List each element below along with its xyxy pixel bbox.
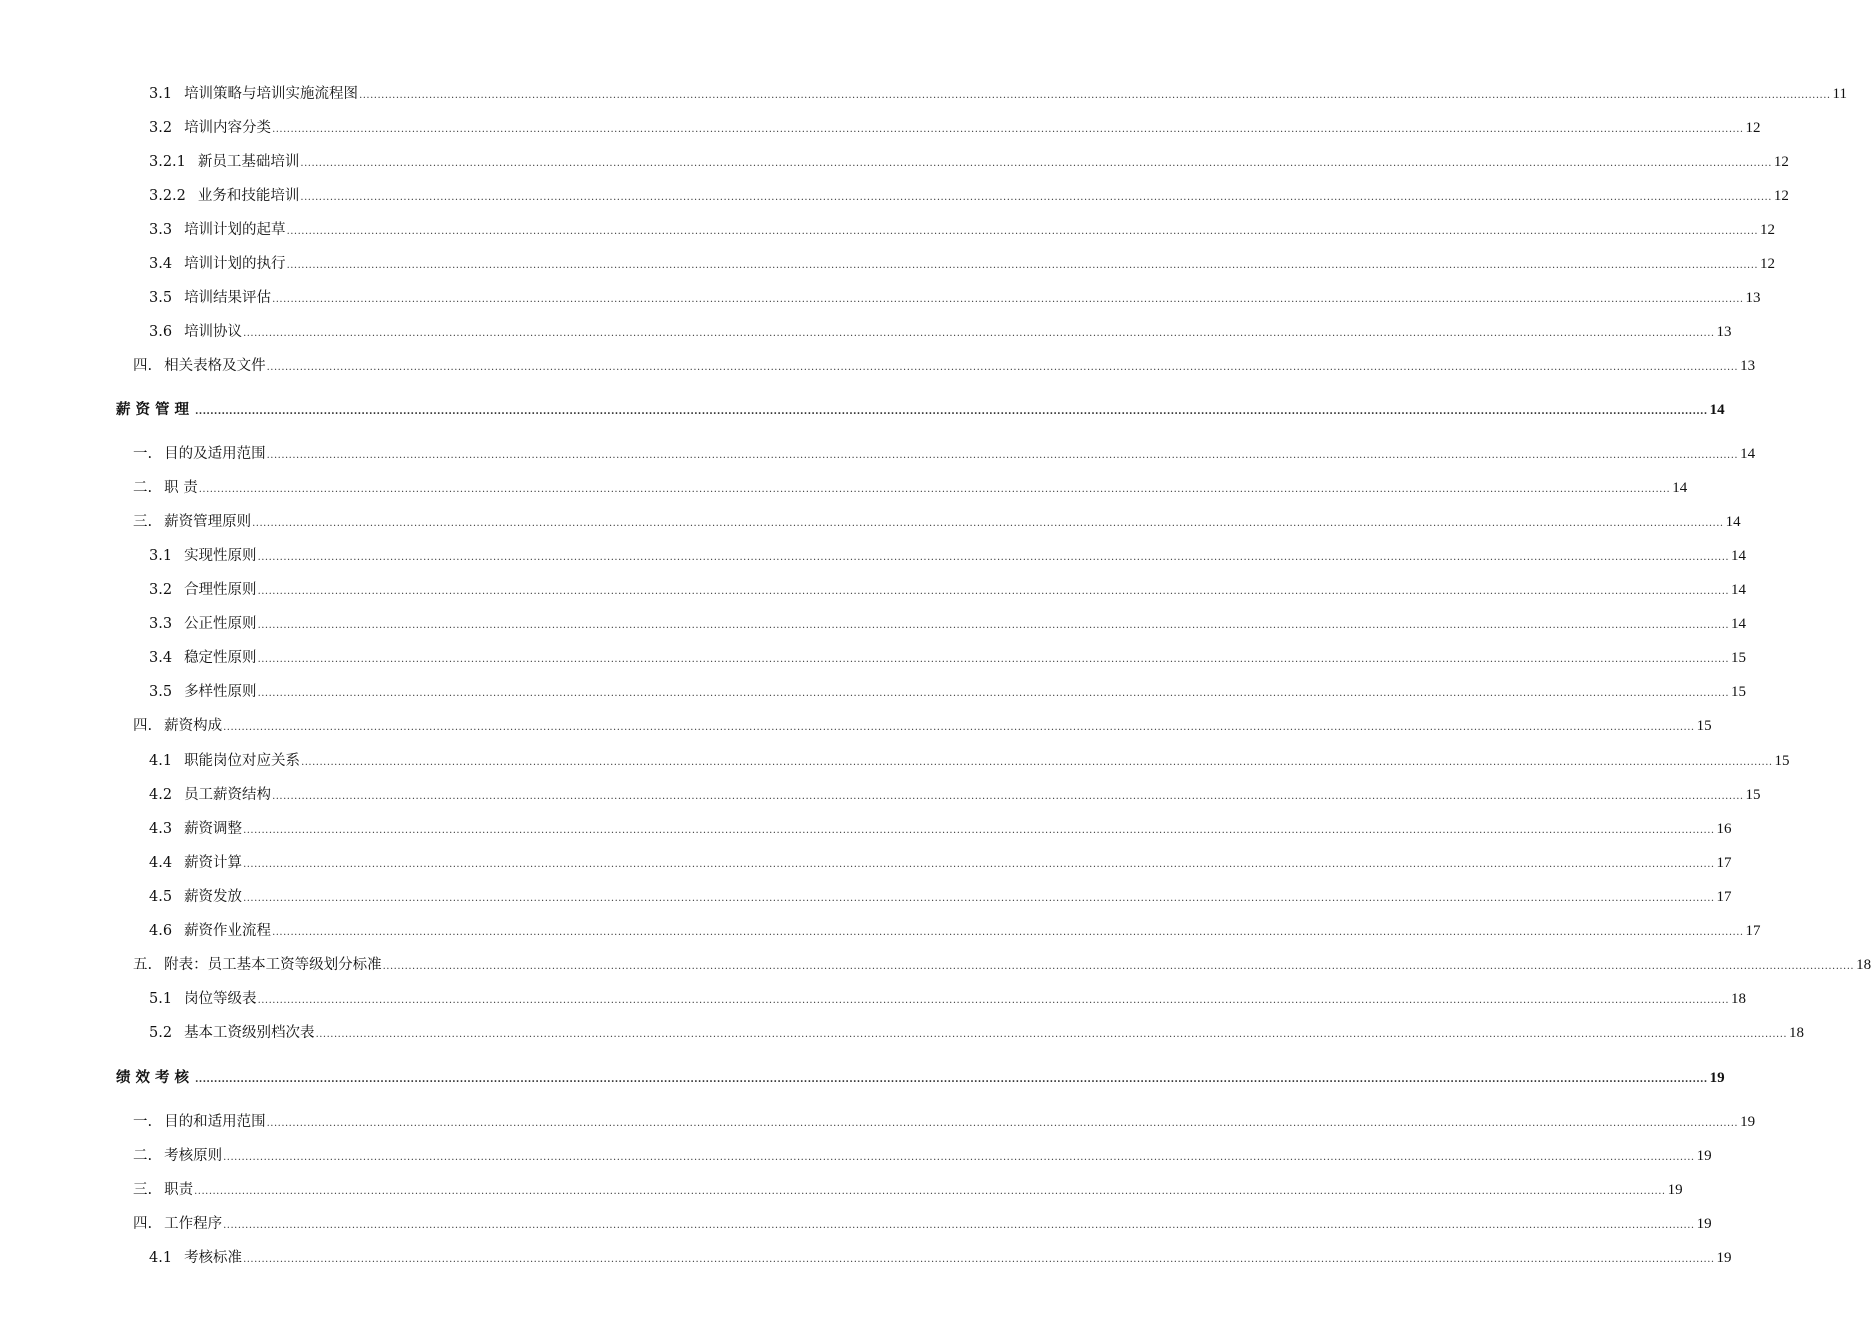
toc-entry-text: 附表：员工基本工资等级划分标准 — [164, 957, 382, 973]
toc-leader-dots: ................................................................................................................................................................................................................................................................................................................................................................................................................ — [194, 1186, 1666, 1197]
toc-entry-text: 稳定性原则 — [184, 650, 257, 666]
toc-page-number: 14 — [1731, 582, 1747, 598]
toc-entry[interactable] — [149, 580, 1747, 600]
toc-entry-number: 3.6 — [149, 324, 173, 340]
toc-entry-title — [149, 1248, 243, 1268]
toc-entry-text: 职 责 — [164, 480, 198, 496]
toc-entry[interactable] — [149, 648, 1747, 668]
toc-entry-text: 薪资构成 — [164, 718, 223, 734]
toc-page-number: 14 — [1731, 548, 1747, 564]
toc-entry-number: 三. — [133, 514, 153, 530]
toc-entry[interactable] — [149, 887, 1732, 907]
toc-entry-number: 3.5 — [149, 290, 173, 306]
toc-entry-number: 4.3 — [149, 821, 173, 837]
toc-page-number: 18 — [1856, 957, 1871, 973]
toc-entry-number: 一. — [133, 446, 153, 462]
toc-entry[interactable] — [149, 322, 1732, 342]
toc-entry[interactable] — [149, 118, 1761, 138]
toc-entry[interactable] — [149, 1248, 1732, 1268]
toc-page-number: 15 — [1731, 684, 1747, 700]
toc-entry-title — [149, 288, 272, 308]
toc-entry-text: 培训内容分类 — [184, 120, 272, 136]
toc-entry[interactable] — [133, 1180, 1683, 1200]
toc-entry-text: 薪资计算 — [184, 855, 243, 871]
toc-leader-dots: ................................................................................................................................................................................................................................................................................................................................................................................................................ — [257, 995, 1730, 1006]
toc-entry-text: 新员工基础培训 — [197, 154, 300, 170]
toc-page-number: 14 — [1725, 514, 1741, 530]
toc-entry-title — [133, 1146, 223, 1166]
toc-entry-number: 4.2 — [149, 787, 173, 803]
toc-leader-dots: ................................................................................................................................................................................................................................................................................................................................................................................................................ — [257, 586, 1730, 597]
toc-entry-title — [149, 546, 258, 566]
toc-entry-number: 4.6 — [149, 923, 173, 939]
toc-leader-dots: ................................................................................................................................................................................................................................................................................................................................................................................................................ — [300, 158, 1772, 169]
toc-entry-title — [149, 921, 272, 941]
toc-page-number: 14 — [1740, 446, 1756, 462]
toc-entry-number: 3.1 — [149, 548, 173, 564]
toc-page-number: 17 — [1716, 855, 1732, 871]
toc-entry-text: 薪资管理原则 — [164, 514, 252, 530]
toc-entry[interactable] — [149, 819, 1732, 839]
toc-entry-text: 目的及适用范围 — [164, 446, 266, 462]
toc-entry-number: 3.5 — [149, 684, 173, 700]
toc-entry[interactable] — [149, 84, 1847, 104]
toc-entry-text: 培训协议 — [184, 324, 243, 340]
toc-entry-title — [133, 1214, 223, 1234]
toc-leader-dots: ................................................................................................................................................................................................................................................................................................................................................................................................................ — [243, 859, 1715, 870]
toc-entry-number: 3.3 — [149, 222, 173, 238]
toc-leader-dots: ................................................................................................................................................................................................................................................................................................................................................................................................................ — [195, 406, 1708, 417]
toc-leader-dots: ................................................................................................................................................................................................................................................................................................................................................................................................................ — [266, 450, 1739, 461]
toc-page-number: 15 — [1745, 787, 1761, 803]
toc-entry-title — [149, 186, 300, 206]
toc-entry-title — [149, 1023, 316, 1043]
toc-entry[interactable] — [149, 186, 1789, 206]
toc-entry-number: 3.2 — [149, 120, 173, 136]
toc-entry[interactable] — [149, 220, 1776, 240]
toc-entry-title — [149, 322, 243, 342]
toc-entry-text: 公正性原则 — [184, 616, 257, 632]
toc-leader-dots: ................................................................................................................................................................................................................................................................................................................................................................................................................ — [257, 688, 1730, 699]
toc-page-number: 17 — [1745, 923, 1761, 939]
toc-entry-number: 3.3 — [149, 616, 173, 632]
toc-entry-title — [149, 682, 258, 702]
toc-entry-title — [116, 400, 195, 420]
toc-entry-number: 二. — [133, 1148, 153, 1164]
toc-page-number: 11 — [1832, 86, 1847, 102]
toc-page-number: 14 — [1709, 402, 1725, 418]
toc-entry-title — [149, 580, 258, 600]
toc-entry-title — [133, 512, 252, 532]
toc-entry-title — [133, 444, 267, 464]
toc-leader-dots: ................................................................................................................................................................................................................................................................................................................................................................................................................ — [243, 825, 1715, 836]
toc-entry[interactable] — [149, 152, 1789, 172]
toc-page-number: 13 — [1716, 324, 1732, 340]
toc-page-number: 15 — [1696, 718, 1712, 734]
toc-entry-title — [149, 853, 243, 873]
toc-entry[interactable] — [149, 546, 1747, 566]
toc-entry-number: 三. — [133, 1182, 153, 1198]
toc-entry[interactable] — [149, 682, 1747, 702]
toc-leader-dots: ................................................................................................................................................................................................................................................................................................................................................................................................................ — [223, 1152, 1695, 1163]
toc-entry-number: 四. — [133, 1216, 153, 1232]
toc-entry-title — [149, 220, 287, 240]
toc-chapter-entry[interactable] — [116, 1068, 1725, 1088]
toc-page-number: 18 — [1731, 991, 1747, 1007]
toc-entry-number: 五. — [133, 957, 153, 973]
toc-entry[interactable] — [133, 512, 1741, 532]
toc-entry-title — [149, 152, 300, 172]
toc-leader-dots: ................................................................................................................................................................................................................................................................................................................................................................................................................ — [266, 1118, 1739, 1129]
toc-page-number: 12 — [1745, 120, 1761, 136]
toc-entry-number: 4.1 — [149, 1250, 173, 1266]
toc-page-number: 18 — [1789, 1025, 1805, 1041]
toc-entry-number: 二. — [133, 480, 153, 496]
toc-entry[interactable] — [149, 921, 1761, 941]
toc-entry-number: 5.2 — [149, 1025, 173, 1041]
toc-entry-title — [133, 356, 267, 376]
toc-entry-title — [149, 118, 272, 138]
toc-entry-title — [149, 819, 243, 839]
toc-entry-title — [133, 1112, 267, 1132]
toc-entry-text: 员工薪资结构 — [184, 787, 272, 803]
toc-entry[interactable] — [149, 785, 1761, 805]
toc-entry-text: 薪资调整 — [184, 821, 243, 837]
toc-leader-dots: ................................................................................................................................................................................................................................................................................................................................................................................................................ — [243, 1254, 1715, 1265]
toc-entry-text: 考核原则 — [164, 1148, 223, 1164]
toc-leader-dots: ................................................................................................................................................................................................................................................................................................................................................................................................................ — [300, 192, 1772, 203]
toc-entry-title — [149, 614, 258, 634]
toc-page-number: 19 — [1716, 1250, 1732, 1266]
toc-entry-number: 3.4 — [149, 256, 173, 272]
toc-entry-text: 职责 — [164, 1182, 194, 1198]
toc-leader-dots: ................................................................................................................................................................................................................................................................................................................................................................................................................ — [272, 294, 1744, 305]
toc-entry-number: 一. — [133, 1114, 153, 1130]
toc-entry-text: 工作程序 — [164, 1216, 223, 1232]
toc-leader-dots: ................................................................................................................................................................................................................................................................................................................................................................................................................ — [359, 90, 1831, 101]
toc-entry-text: 业务和技能培训 — [197, 188, 300, 204]
toc-entry[interactable] — [149, 614, 1747, 634]
toc-leader-dots: ................................................................................................................................................................................................................................................................................................................................................................................................................ — [252, 518, 1724, 529]
toc-leader-dots: ................................................................................................................................................................................................................................................................................................................................................................................................................ — [286, 226, 1759, 237]
toc-leader-dots: ................................................................................................................................................................................................................................................................................................................................................................................................................ — [272, 124, 1744, 135]
toc-entry-title — [133, 1180, 194, 1200]
toc-page-number: 16 — [1716, 821, 1732, 837]
toc-page-number: 19 — [1709, 1070, 1725, 1086]
toc-page-number: 14 — [1672, 480, 1688, 496]
toc-leader-dots: ................................................................................................................................................................................................................................................................................................................................................................................................................ — [272, 791, 1744, 802]
toc-entry-title — [149, 648, 258, 668]
toc-leader-dots: ................................................................................................................................................................................................................................................................................................................................................................................................................ — [266, 362, 1739, 373]
toc-entry-title — [149, 751, 301, 771]
toc-entry-number: 4.1 — [149, 753, 173, 769]
toc-leader-dots: ................................................................................................................................................................................................................................................................................................................................................................................................................ — [382, 961, 1855, 972]
toc-leader-dots: ................................................................................................................................................................................................................................................................................................................................................................................................................ — [223, 722, 1695, 733]
toc-entry-number: 四. — [133, 358, 153, 374]
toc-chapter-entry[interactable] — [116, 400, 1725, 420]
toc-leader-dots: ................................................................................................................................................................................................................................................................................................................................................................................................................ — [286, 260, 1759, 271]
toc-entry-number: 4.4 — [149, 855, 173, 871]
toc-entry-text: 合理性原则 — [184, 582, 257, 598]
toc-leader-dots: ................................................................................................................................................................................................................................................................................................................................................................................................................ — [301, 757, 1773, 768]
toc-leader-dots: ................................................................................................................................................................................................................................................................................................................................................................................................................ — [198, 484, 1671, 495]
toc-entry[interactable] — [133, 1112, 1756, 1132]
toc-entry[interactable] — [149, 989, 1747, 1009]
toc-leader-dots: ................................................................................................................................................................................................................................................................................................................................................................................................................ — [315, 1029, 1788, 1040]
toc-leader-dots: ................................................................................................................................................................................................................................................................................................................................................................................................................ — [223, 1220, 1695, 1231]
toc-leader-dots: ................................................................................................................................................................................................................................................................................................................................................................................................................ — [257, 620, 1730, 631]
toc-entry-text: 考核标准 — [184, 1250, 243, 1266]
toc-entry-number: 5.1 — [149, 991, 173, 1007]
toc-page-number: 15 — [1731, 650, 1747, 666]
toc-leader-dots: ................................................................................................................................................................................................................................................................................................................................................................................................................ — [195, 1074, 1708, 1085]
toc-entry[interactable] — [149, 853, 1732, 873]
toc-entry[interactable] — [133, 444, 1756, 464]
toc-entry-text: 培训结果评估 — [184, 290, 272, 306]
toc-entry-text: 职能岗位对应关系 — [184, 753, 301, 769]
toc-page-number: 19 — [1696, 1148, 1712, 1164]
toc-entry-number: 3.4 — [149, 650, 173, 666]
toc-entry[interactable] — [133, 955, 1871, 975]
toc-entry-text: 基本工资级别档次表 — [184, 1025, 315, 1041]
toc-page-number: 13 — [1740, 358, 1756, 374]
toc-entry-title — [149, 254, 287, 274]
toc-entry-number: 4.5 — [149, 889, 173, 905]
toc-entry-number: 3.1 — [149, 86, 173, 102]
toc-page-number: 19 — [1740, 1114, 1756, 1130]
toc-entry[interactable] — [149, 254, 1776, 274]
toc-entry-number: 3.2.2 — [149, 188, 186, 204]
toc-leader-dots: ................................................................................................................................................................................................................................................................................................................................................................................................................ — [257, 654, 1730, 665]
toc-leader-dots: ................................................................................................................................................................................................................................................................................................................................................................................................................ — [243, 328, 1715, 339]
toc-page-number: 12 — [1773, 188, 1789, 204]
toc-entry[interactable] — [133, 716, 1712, 736]
toc-entry[interactable] — [133, 478, 1688, 498]
toc-entry-text: 薪资作业流程 — [184, 923, 272, 939]
toc-entry-title — [149, 887, 243, 907]
toc-entry-title — [149, 785, 272, 805]
toc-entry-title — [149, 989, 258, 1009]
toc-page-number: 19 — [1667, 1182, 1683, 1198]
toc-entry-text: 薪资管理 — [116, 402, 194, 418]
toc-entry-title — [133, 955, 383, 975]
toc-entry-title — [133, 478, 199, 498]
toc-leader-dots: ................................................................................................................................................................................................................................................................................................................................................................................................................ — [257, 552, 1730, 563]
toc-entry-text: 培训计划的起草 — [184, 222, 286, 238]
toc-entry-title — [133, 716, 223, 736]
toc-page-number: 12 — [1760, 222, 1776, 238]
toc-page-number: 17 — [1716, 889, 1732, 905]
toc-entry-text: 岗位等级表 — [184, 991, 257, 1007]
toc-entry-number: 3.2 — [149, 582, 173, 598]
toc-entry[interactable] — [149, 288, 1761, 308]
toc-leader-dots: ................................................................................................................................................................................................................................................................................................................................................................................................................ — [243, 893, 1715, 904]
toc-page-number: 19 — [1696, 1216, 1712, 1232]
toc-entry[interactable] — [149, 1023, 1805, 1043]
toc-entry-title — [149, 84, 359, 104]
toc-entry[interactable] — [133, 356, 1756, 376]
toc-entry-text: 培训计划的执行 — [184, 256, 286, 272]
toc-entry-text: 多样性原则 — [184, 684, 257, 700]
toc-entry-number: 四. — [133, 718, 153, 734]
toc-entry-text: 薪资发放 — [184, 889, 243, 905]
toc-entry-text: 培训策略与培训实施流程图 — [184, 86, 359, 102]
toc-page-number: 12 — [1760, 256, 1776, 272]
toc-entry-text: 绩效考核 — [116, 1070, 194, 1086]
toc-entry-number: 3.2.1 — [149, 154, 186, 170]
toc-entry[interactable] — [149, 751, 1790, 771]
toc-page-number: 15 — [1774, 753, 1790, 769]
toc-entry-text: 目的和适用范围 — [164, 1114, 266, 1130]
toc-page-number: 13 — [1745, 290, 1761, 306]
toc-entry-text: 实现性原则 — [184, 548, 257, 564]
toc-leader-dots: ................................................................................................................................................................................................................................................................................................................................................................................................................ — [272, 927, 1744, 938]
toc-entry-text: 相关表格及文件 — [164, 358, 266, 374]
toc-entry-title — [116, 1068, 195, 1088]
toc-page-number: 14 — [1731, 616, 1747, 632]
toc-page-number: 12 — [1773, 154, 1789, 170]
toc-entry[interactable] — [133, 1146, 1712, 1166]
toc-entry[interactable] — [133, 1214, 1712, 1234]
